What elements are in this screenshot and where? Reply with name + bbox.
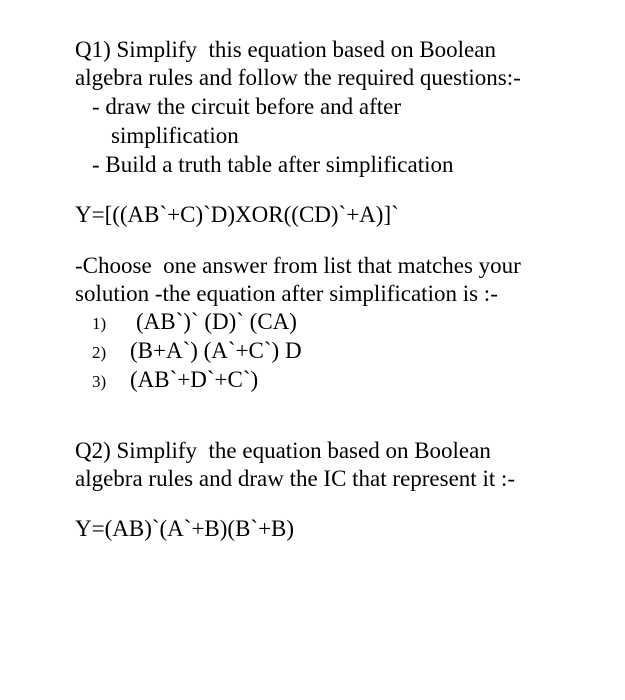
q2-equation: Y=(AB)`(A`+B)(B`+B): [75, 516, 295, 541]
q1-option-2-number: 2): [92, 343, 107, 362]
q1-option-3-number: 3): [92, 372, 107, 391]
q1-choose-line-2: solution -the equation after simplification is :-: [75, 281, 498, 306]
q1-option-3-text: (AB`+D`+C`): [130, 367, 259, 392]
q1-title-line-1: Q1) Simplify this equation based on Boolean: [75, 37, 496, 62]
q1-task-1-line-1: - draw the circuit before and after: [92, 94, 402, 119]
q1-option-2-text: (B+A`) (A`+C`) D: [130, 338, 302, 363]
q1-title-line-2: algebra rules and follow the required questions:-: [75, 65, 521, 90]
q1-option-1-number: 1): [92, 314, 107, 333]
q1-option-1-text: (AB`)` (D)` (CA): [136, 309, 297, 334]
q1-equation: Y=[((AB`+C)`D)XOR((CD)`+A)]`: [75, 202, 399, 227]
q1-choose-line-1: -Choose one answer from list that matches your: [75, 253, 521, 278]
q1-task-1-line-2: simplification: [111, 123, 239, 148]
q2-title-line-2: algebra rules and draw the IC that represent it :-: [75, 466, 516, 491]
q2-title-line-1: Q2) Simplify the equation based on Boolean: [75, 438, 491, 463]
q1-task-2: - Build a truth table after simplification: [92, 152, 454, 177]
